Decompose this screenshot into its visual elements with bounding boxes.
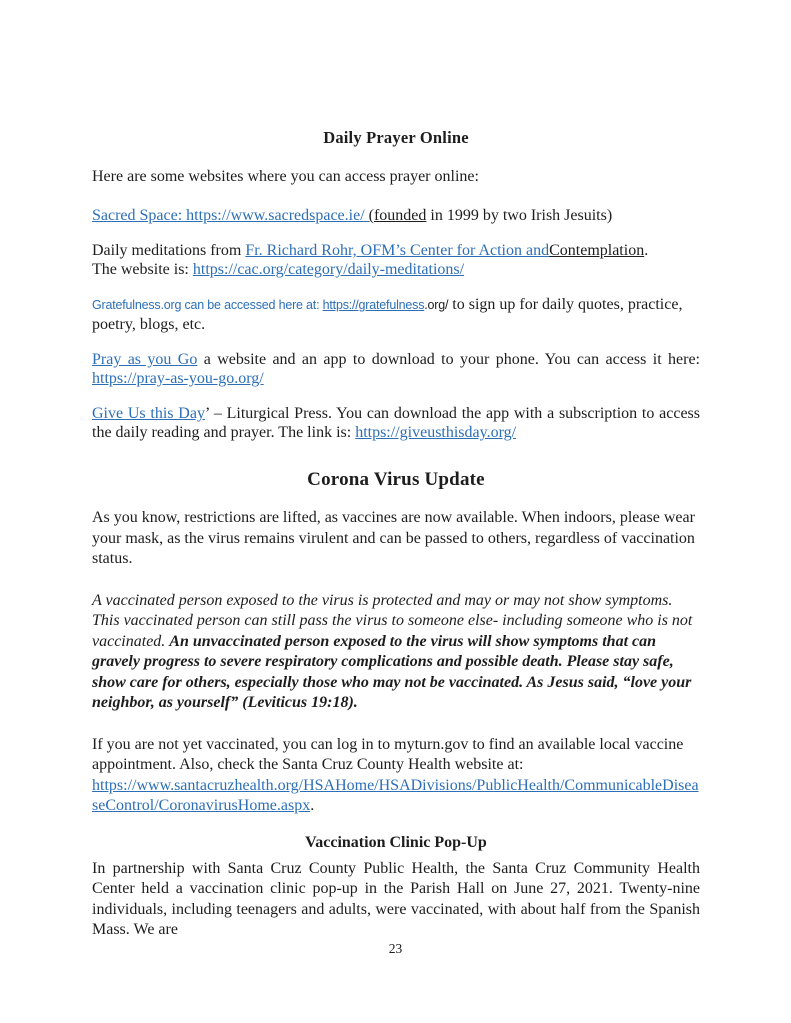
rohr-website-prefix: The website is: — [92, 261, 193, 278]
sacred-space-link[interactable]: Sacred Space: https://www.sacredspace.ie/ — [92, 207, 369, 224]
sacred-space-rest: in 1999 by two Irish Jesuits) — [426, 207, 613, 224]
vaccination-clinic-paragraph: In partnership with Santa Cruz County Public Health, the Santa Cruz Community Health Center held a vaccination clinic pop-up in the Parish Hall on June 27, 2021. Twenty-nine individuals, including teenagers and adults, were vaccinated, with about half from the Spanish Mass. We are — [92, 859, 700, 938]
give-us-this-day-url-link[interactable]: https://giveusthisday.org/ — [355, 424, 517, 441]
corona-paragraph-1: As you know, restrictions are lifted, as vaccines are now available. When indoors, please wear your mask, as the virus remains virulent and can be passed to others, regardless of vaccination status. — [92, 509, 695, 567]
give-us-this-day-paragraph — [92, 404, 700, 442]
vaccination-clinic-title: Vaccination Clinic Pop-Up — [305, 833, 487, 851]
vaccine-info-text: If you are not yet vaccinated, you can log in to myturn.gov to find an available local vaccine appointment. Also, check the Santa Cruz County Health website at: — [92, 735, 684, 773]
rohr-paragraph — [92, 241, 700, 279]
corona-italic-run: A vaccinated person exposed to the virus is protected and may or may not show symptoms. This vaccinated person can still pass the virus to someone else- including someone who is not vaccinated. — [92, 591, 693, 650]
cac-daily-meditations-link[interactable]: https://cac.org/category/daily-meditations/ — [192, 261, 465, 278]
corona-bold-italic-run: An unvaccinated person exposed to the virus will show symptoms that can gravely progress to severe respiratory complications and possible death. Please stay safe, show care for others, especially those who may not be vaccinated. As Jesus said, “love your neighbor, as yourself” (Leviticus 19:18). — [92, 632, 692, 711]
corona-virus-update-title: Corona Virus Update — [307, 469, 485, 490]
gratefulness-link-suffix: .org/ — [424, 298, 449, 312]
pray-as-you-go-link[interactable]: Pray as you Go — [92, 351, 198, 368]
gratefulness-rest: to sign up for daily quotes, practice, poetry, blogs, etc. — [92, 296, 683, 333]
santacruzhealth-link[interactable]: https://www.santacruzhealth.org/HSAHome/HSADivisions/PublicHealth/CommunicableDiseaseControl/CoronavirusHome.aspx — [92, 776, 699, 814]
sacred-space-paragraph — [92, 206, 700, 225]
gratefulness-link[interactable]: https://gratefulness — [322, 298, 425, 312]
give-us-this-day-link[interactable]: Give Us this Day — [92, 405, 205, 422]
rohr-center-link[interactable]: Fr. Richard Rohr, OFM’s Center for Action and — [245, 242, 550, 259]
pray-as-you-go-rest: a website and an app to download to your phone. You can access it here: — [197, 351, 700, 368]
rohr-prefix: Daily meditations from — [92, 242, 246, 259]
pray-as-you-go-url-link[interactable]: https://pray-as-you-go.org/ — [92, 370, 264, 387]
give-us-this-day-rest: ’ – Liturgical Press. You can download the app with a subscription to access the daily reading and prayer. The link is: — [92, 405, 700, 441]
contemplation-underlined-text: Contemplation — [549, 242, 645, 259]
page-number: 23 — [388, 941, 403, 956]
santacruzhealth-period: . — [310, 797, 315, 814]
pray-as-you-go-paragraph — [92, 350, 700, 388]
daily-prayer-title: Daily Prayer Online — [323, 128, 469, 147]
rohr-period: . — [644, 242, 649, 259]
corona-italic-paragraph — [92, 591, 700, 714]
founded-underlined-text: (founded — [368, 207, 427, 224]
vaccine-info-paragraph — [92, 735, 700, 817]
intro-text: Here are some websites where you can access prayer online: — [92, 168, 479, 185]
gratefulness-paragraph — [92, 295, 700, 334]
gratefulness-lead-text: Gratefulness.org can be accessed here at: — [92, 298, 323, 312]
